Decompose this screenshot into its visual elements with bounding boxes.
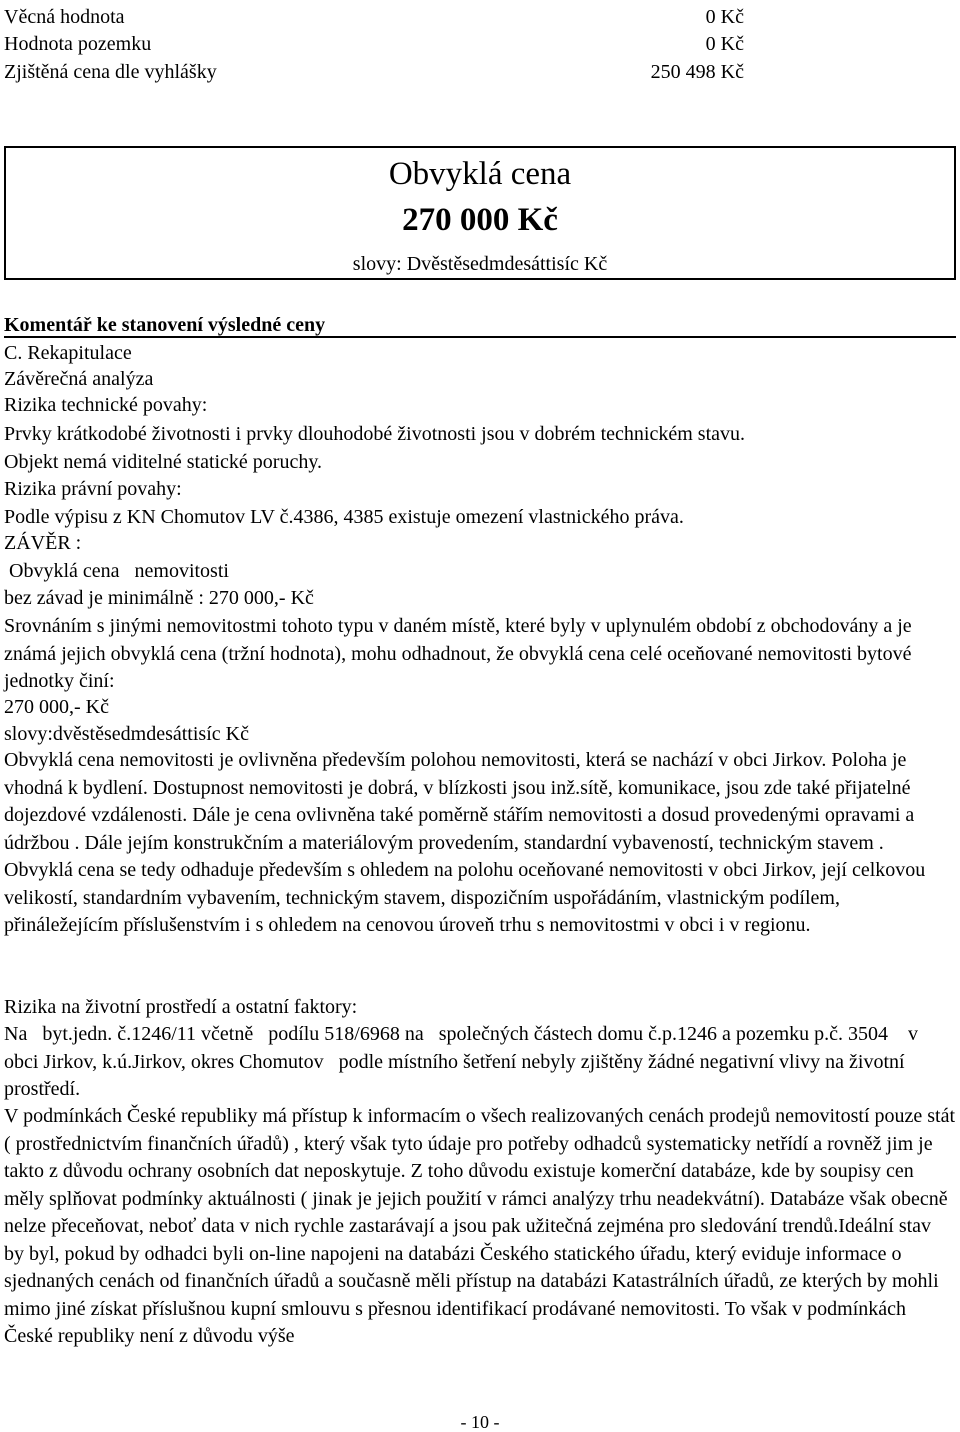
- tech-risk-text: Objekt nemá viditelné statické poruchy.: [4, 451, 323, 473]
- legal-risk-label: Rizika právní povahy:: [4, 478, 182, 500]
- summary-row: [4, 31, 744, 57]
- summary-row: [4, 59, 744, 85]
- final-amount: 270 000,- Kč: [4, 696, 109, 718]
- conclusion-line: bez závad je minimálně : 270 000,- Kč: [4, 587, 314, 609]
- heading-divider: [4, 336, 956, 338]
- market-paragraph: V podmínkách České republiky má přístup k informacím o všech realizovaných cenách prodejů nemovitostí pouze stát ( prostřednictvím finančních úřadů) , který však tyto údaje pro potřeby odhadců systematicky netřídí a rovněž jim je takto z důvodu ochrany osobních dat neposkytuje. Z toho důvodu existuje komerční databáze, kde by soupisy cen měly splňovat podmínky aktuálnosti ( jinak je jejich použití v rámci analýzy trhu neadekvátní). Databáze však obecně nelze přeceňovat, neboť data v nich rychle zastarávají a jsou pak užitečná zejména pro sledování trendů.Ideální stav by byl, pokud by odhadci byli on-line napojeni na databázi Českého statického úřadu, který eviduje informace o sjednaných cenách od finančních úřadů a současně měli přístup na databázi Katastrálních úřadů, ze kterých by mohli mimo jiné získat příslušnou kupní smlouvu s přesnou identifikací prodávané nemovitosti. To však v podmínkách České republiky není z důvodu výše: [4, 1105, 956, 1347]
- conclusion-line: Obvyklá cena nemovitosti: [4, 560, 229, 582]
- summary-value: 250 498 Kč: [650, 61, 744, 83]
- conclusion-label: ZÁVĚR :: [4, 532, 82, 554]
- location-paragraph: Obvyklá cena nemovitosti je ovlivněna především polohou nemovitosti, která se nachází v obci Jirkov. Poloha je vhodná k bydlení. Dostupnost nemovitosti je dobrá, v blízkosti jsou inž.sítě, komunikace, jsou zde také přijatelné dojezdové vzdálenosti. Dále je cena ovlivněna také poměrně stářím nemovitosti a dosud provedenými opravami a údržbou . Dále jejím konstrukčním a materiálovým provedením, standardní vybaveností, technickým stavem . Obvyklá cena se tedy odhaduje především s ohledem na polohu oceňované nemovitosti v obci Jirkov, její celkovou velikostí, standardním vybavením, technickým stavem, dispozičním uspořádáním, vlastnickým podílem, přináležejícím příslušenstvím i s ohledem na cenovou úroveň trhu s nemovitostmi v obci i v regionu.: [4, 749, 926, 936]
- usual-price-title: Obvyklá cena: [388, 156, 572, 192]
- usual-price-amount: 270 000 Kč: [402, 202, 558, 238]
- final-amount-in-words: slovy:dvěstěsedmdesáttisíc Kč: [4, 723, 249, 745]
- recap-section-title: C. Rekapitulace: [4, 342, 132, 364]
- env-risk-paragraph: Na byt.jedn. č.1246/11 včetně podílu 518/6968 na společných částech domu č.p.1246 a pozemku p.č. 3504 v obci Jirkov, k.ú.Jirkov, okres Chomutov podle místního šetření nebyly zjištěny žádné negativní vlivy na životní prostředí.: [4, 1023, 934, 1100]
- env-risk-label: Rizika na životní prostředí a ostatní faktory:: [4, 996, 358, 1018]
- summary-label: Věcná hodnota: [4, 6, 125, 28]
- tech-risk-text: Prvky krátkodobé životnosti i prvky dlouhodobé životnosti jsou v dobrém technickém stavu.: [4, 423, 746, 445]
- page-number: - 10 -: [460, 1412, 500, 1432]
- summary-value: 0 Kč: [705, 33, 744, 55]
- summary-row: [4, 4, 744, 30]
- final-analysis-title: Závěrečná analýza: [4, 368, 154, 390]
- tech-risk-label: Rizika technické povahy:: [4, 394, 208, 416]
- summary-value: 0 Kč: [705, 6, 744, 28]
- usual-price-box: [4, 146, 956, 280]
- summary-label: Hodnota pozemku: [4, 33, 152, 55]
- comment-heading: Komentář ke stanovení výsledné ceny: [4, 314, 326, 336]
- usual-price-in-words: slovy: Dvěstěsedmdesáttisíc Kč: [352, 253, 608, 275]
- comparison-paragraph: Srovnáním s jinými nemovitostmi tohoto typu v daném místě, které byly v uplynulém období z obchodovány a je známá jejich obvyklá cena (tržní hodnota), mohu odhadnout, že obvyklá cena celé oceňované nemovitosti bytové jednotky činí:: [4, 615, 912, 692]
- legal-risk-text: Podle výpisu z KN Chomutov LV č.4386, 4385 existuje omezení vlastnického práva.: [4, 506, 684, 528]
- summary-label: Zjištěná cena dle vyhlášky: [4, 61, 217, 83]
